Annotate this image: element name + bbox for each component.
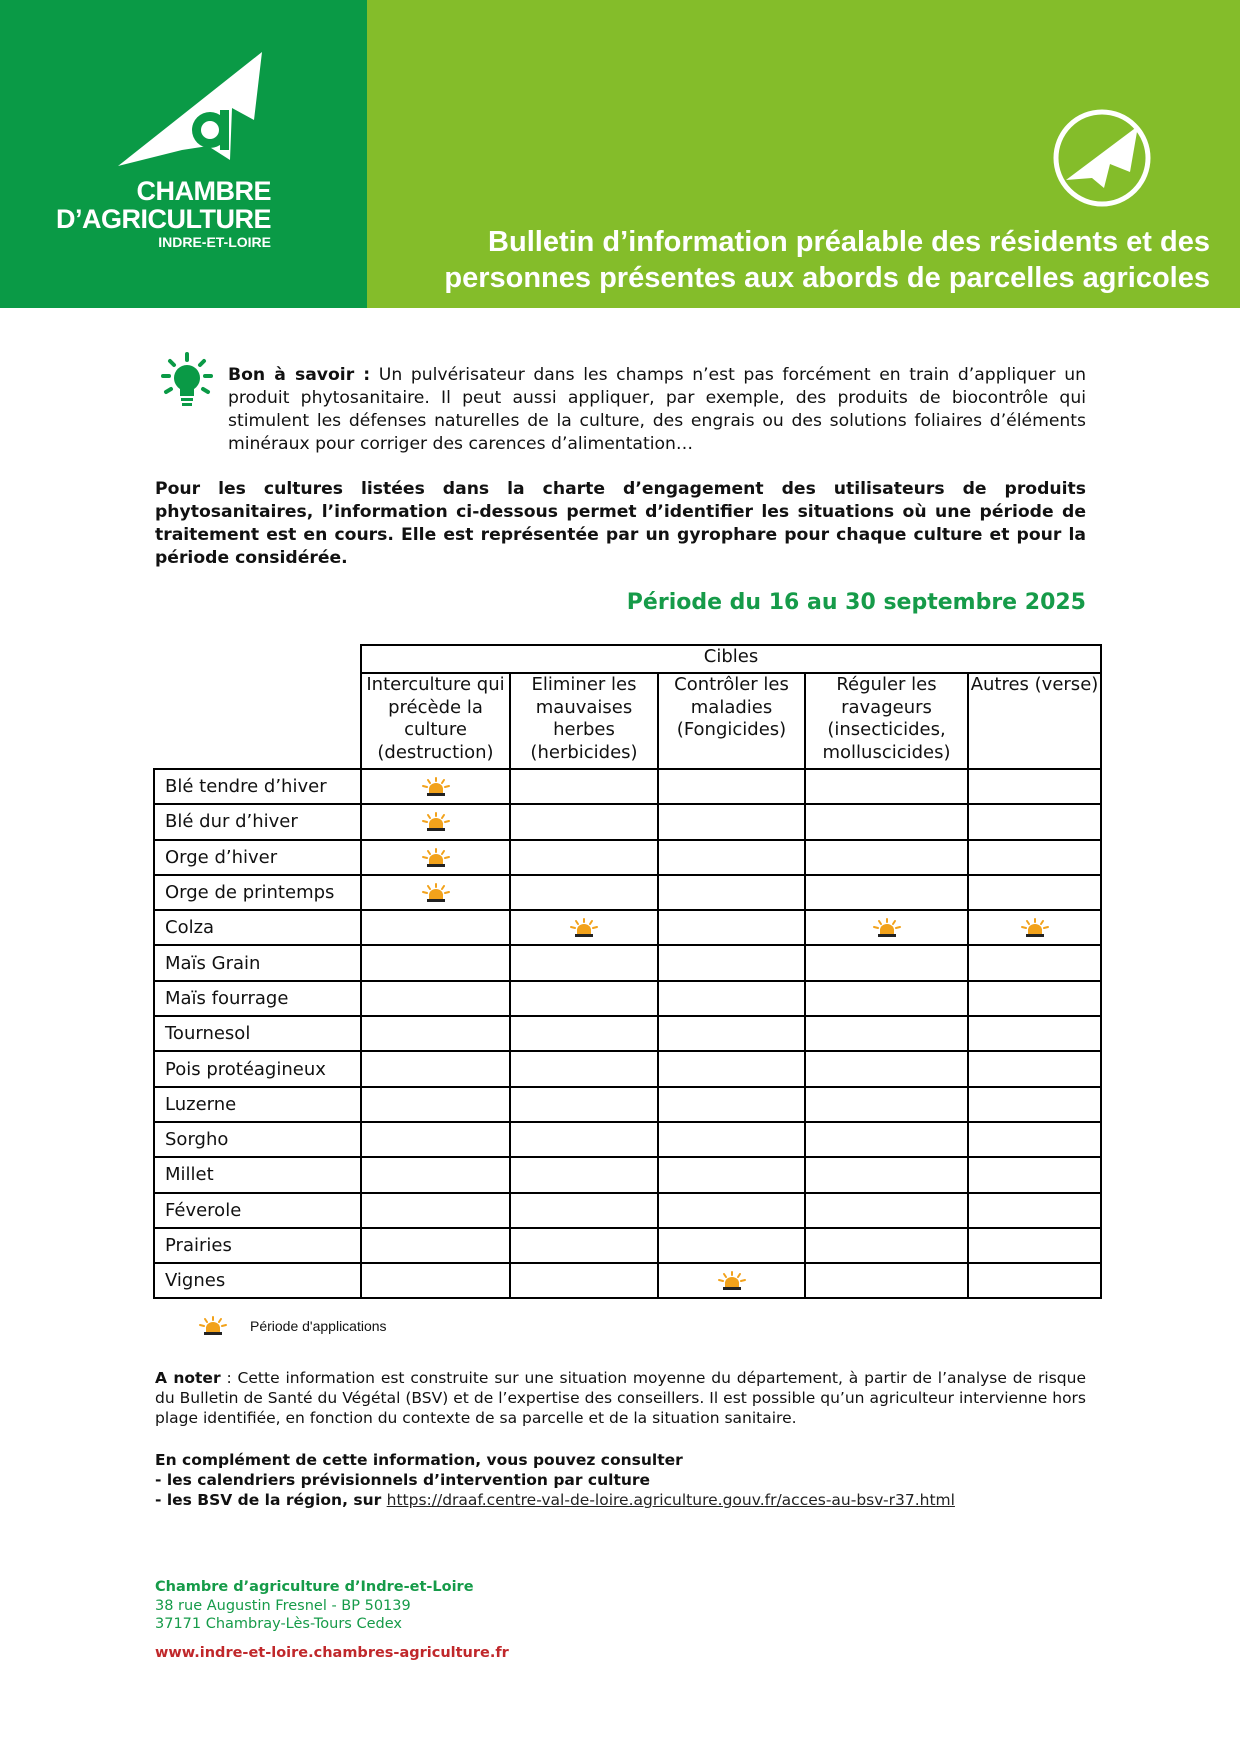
table-row <box>154 1016 1101 1051</box>
warning-beacon-icon <box>569 917 599 938</box>
tip-label: Bon à savoir : <box>228 365 371 385</box>
table-row <box>154 910 1101 945</box>
treatment-cell <box>805 769 968 804</box>
table-row <box>154 1051 1101 1086</box>
treatment-cell <box>968 981 1101 1016</box>
crop-name: Prairies <box>154 1228 361 1263</box>
bulletin-title <box>390 224 1210 296</box>
treatment-cell <box>805 981 968 1016</box>
table-corner <box>154 645 361 769</box>
treatment-cell <box>658 981 805 1016</box>
column-header: Interculture qui précède la culture (destruction) <box>361 673 510 769</box>
warning-beacon-icon <box>872 917 902 938</box>
crop-name: Maïs fourrage <box>154 981 361 1016</box>
treatment-cell <box>361 840 510 875</box>
targets-header: Cibles <box>361 645 1101 673</box>
note-label: A noter <box>155 1369 221 1387</box>
warning-beacon-icon <box>717 1270 747 1291</box>
treatment-cell <box>658 1263 805 1298</box>
treatment-cell <box>510 981 658 1016</box>
intro-paragraph: Pour les cultures listées dans la charte d’engagement des utilisateurs de produits phytosanitaires, l’information ci-dessous permet d’identifier les situations où une période de traitement est en cours. Elle est représentée par un gyrophare pour chaque culture et pour la période considérée. <box>155 479 1086 568</box>
treatment-cell <box>968 1157 1101 1192</box>
treatment-cell <box>658 1051 805 1086</box>
treatment-cell <box>805 804 968 839</box>
warning-beacon-icon <box>198 1316 228 1336</box>
treatment-cell <box>510 1263 658 1298</box>
crop-name: Sorgho <box>154 1122 361 1157</box>
treatment-cell <box>658 1122 805 1157</box>
treatment-cell <box>510 1193 658 1228</box>
crop-name: Vignes <box>154 1263 361 1298</box>
warning-beacon-icon <box>421 847 451 868</box>
treatment-cell <box>805 1016 968 1051</box>
period-heading: Période du 16 au 30 septembre 2025 <box>626 590 1086 615</box>
crop-name: Maïs Grain <box>154 945 361 980</box>
treatment-cell <box>510 1228 658 1263</box>
column-header: Eliminer les mauvaises herbes (herbicides) <box>510 673 658 769</box>
table-row <box>154 1157 1101 1192</box>
treatment-cell <box>510 1122 658 1157</box>
bulletin-title-line2: personnes présentes aux abords de parcelles agricoles <box>444 262 1210 294</box>
table-row <box>154 945 1101 980</box>
treatment-cell <box>968 875 1101 910</box>
crop-name: Millet <box>154 1157 361 1192</box>
org-name-line3: INDRE-ET-LOIRE <box>158 234 271 250</box>
treatment-cell <box>361 945 510 980</box>
column-header: Contrôler les maladies (Fongicides) <box>658 673 805 769</box>
crop-name: Colza <box>154 910 361 945</box>
table-row <box>154 1263 1101 1298</box>
crop-name: Pois protéagineux <box>154 1051 361 1086</box>
treatment-cell <box>968 1122 1101 1157</box>
treatment-cell <box>510 804 658 839</box>
table-row <box>154 769 1101 804</box>
treatment-cell <box>361 1193 510 1228</box>
note-text: : Cette information est construite sur une situation moyenne du département, à partir de l’analyse de risque du Bulletin de Santé du Végétal (BSV) et de l’expertise des conseillers. Il est possible qu’un agriculteur intervienne hors plage identifiée, en fonction du contexte de sa parcelle et de la situation sanitaire. <box>155 1369 1086 1427</box>
table-row <box>154 1193 1101 1228</box>
footer-address-line1: 38 rue Augustin Fresnel - BP 50139 <box>155 1597 411 1614</box>
treatment-cell <box>968 1263 1101 1298</box>
treatment-cell <box>510 910 658 945</box>
warning-beacon-icon <box>1020 917 1050 938</box>
header-banner <box>0 0 1240 308</box>
treatment-cell <box>968 1193 1101 1228</box>
org-name-line2: D’AGRICULTURE <box>56 204 271 234</box>
table-row <box>154 1122 1101 1157</box>
treatment-cell <box>658 1193 805 1228</box>
treatment-cell <box>361 910 510 945</box>
footer <box>155 1578 509 1662</box>
treatment-cell <box>805 910 968 945</box>
treatment-cell <box>361 1016 510 1051</box>
more-info-line2: - les calendriers prévisionnels d’intervention par culture <box>155 1471 651 1489</box>
treatment-cell <box>361 1263 510 1298</box>
tip-text: Un pulvérisateur dans les champs n’est pas forcément en train d’appliquer un produit phytosanitaire. Il peut aussi appliquer, par exemple, des produits de biocontrôle qui stimulent les défenses naturelles de la culture, des engrais ou des solutions foliaires d’éléments minéraux pour corriger des carences d’alimentation… <box>228 365 1086 454</box>
treatment-cell <box>510 1051 658 1086</box>
treatment-cell <box>805 1051 968 1086</box>
table-row <box>154 875 1101 910</box>
header-left-panel <box>0 0 367 308</box>
treatment-cell <box>658 910 805 945</box>
treatment-cell <box>361 1228 510 1263</box>
footer-address-line2: 37171 Chambray-Lès-Tours Cedex <box>155 1616 402 1632</box>
crop-name: Blé dur d’hiver <box>154 804 361 839</box>
treatment-cell <box>968 1087 1101 1122</box>
bulletin-title-line1: Bulletin d’information préalable des résidents et des <box>488 226 1210 258</box>
treatment-cell <box>968 1016 1101 1051</box>
treatment-cell <box>658 769 805 804</box>
treatment-cell <box>658 840 805 875</box>
bsv-link[interactable]: https://draaf.centre-val-de-loire.agriculture.gouv.fr/acces-au-bsv-r37.html <box>386 1491 955 1509</box>
treatment-cell <box>658 1016 805 1051</box>
crop-name: Féverole <box>154 1193 361 1228</box>
org-name-line1: CHAMBRE <box>136 176 271 206</box>
treatment-cell <box>968 769 1101 804</box>
crop-name: Orge de printemps <box>154 875 361 910</box>
treatment-cell <box>510 1087 658 1122</box>
column-header: Réguler les ravageurs (insecticides, molluscicides) <box>805 673 968 769</box>
treatment-cell <box>968 1051 1101 1086</box>
treatment-cell <box>805 1157 968 1192</box>
column-header: Autres (verse) <box>968 673 1101 769</box>
tip-paragraph <box>228 364 1086 456</box>
table-row <box>154 1228 1101 1263</box>
treatment-table <box>153 644 1102 1299</box>
treatment-cell <box>805 1228 968 1263</box>
treatment-cell <box>361 1051 510 1086</box>
treatment-cell <box>968 1228 1101 1263</box>
legend-label: Période d'applications <box>250 1318 387 1334</box>
treatment-cell <box>510 875 658 910</box>
treatment-cell <box>805 875 968 910</box>
treatment-cell <box>510 769 658 804</box>
lightbulb-icon <box>160 352 214 410</box>
treatment-cell <box>968 804 1101 839</box>
treatment-cell <box>361 1122 510 1157</box>
treatment-cell <box>658 945 805 980</box>
footer-org-name: Chambre d’agriculture d’Indre-et-Loire <box>155 1579 474 1595</box>
treatment-cell <box>805 1087 968 1122</box>
chambre-agriculture-logo-icon <box>112 50 262 170</box>
warning-beacon-icon <box>421 882 451 903</box>
treatment-cell <box>968 840 1101 875</box>
note-paragraph <box>155 1368 1086 1428</box>
more-info-line3 <box>155 1490 1086 1510</box>
treatment-cell <box>805 1122 968 1157</box>
table-row <box>154 840 1101 875</box>
crop-name: Blé tendre d’hiver <box>154 769 361 804</box>
treatment-cell <box>361 804 510 839</box>
treatment-cell <box>805 1193 968 1228</box>
treatment-cell <box>658 804 805 839</box>
treatment-cell <box>361 1087 510 1122</box>
treatment-cell <box>805 840 968 875</box>
treatment-cell <box>510 1016 658 1051</box>
crop-name: Luzerne <box>154 1087 361 1122</box>
more-info-line1: En complément de cette information, vous pouvez consulter <box>155 1451 683 1469</box>
treatment-cell <box>658 1157 805 1192</box>
treatment-cell <box>510 1157 658 1192</box>
treatment-cell <box>361 981 510 1016</box>
warning-beacon-icon <box>421 811 451 832</box>
treatment-cell <box>805 1263 968 1298</box>
treatment-cell <box>658 1228 805 1263</box>
treatment-cell <box>361 875 510 910</box>
treatment-cell <box>361 769 510 804</box>
treatment-cell <box>968 945 1101 980</box>
crop-name: Tournesol <box>154 1016 361 1051</box>
treatment-cell <box>968 910 1101 945</box>
treatment-cell <box>658 875 805 910</box>
treatment-cell <box>805 945 968 980</box>
warning-beacon-icon <box>421 776 451 797</box>
more-info-line3-text: - les BSV de la région, sur <box>155 1491 387 1509</box>
treatment-cell <box>361 1157 510 1192</box>
table-row <box>154 981 1101 1016</box>
more-info-block <box>155 1450 1086 1510</box>
footer-website-link[interactable]: www.indre-et-loire.chambres-agriculture.fr <box>155 1644 509 1661</box>
table-row <box>154 1087 1101 1122</box>
crop-name: Orge d’hiver <box>154 840 361 875</box>
treatment-cell <box>658 1087 805 1122</box>
treatment-cell <box>510 945 658 980</box>
circle-logo-icon <box>1052 108 1152 208</box>
treatment-cell <box>510 840 658 875</box>
table-row <box>154 804 1101 839</box>
